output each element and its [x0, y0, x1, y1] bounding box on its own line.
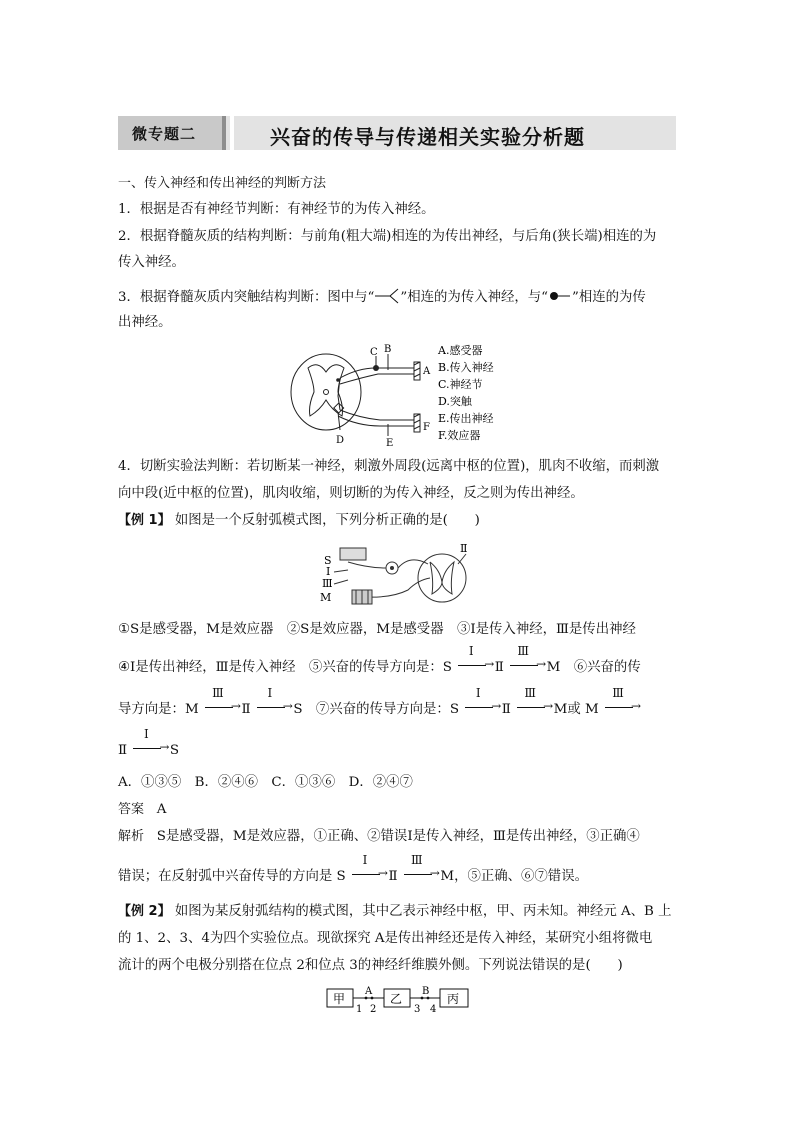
- legend-F: F.效应器: [438, 429, 481, 442]
- neuron-chain-figure: [326, 983, 470, 1015]
- opt-text: S ⑦兴奋的传导方向是：S: [293, 702, 459, 717]
- example2-label: 【例 2】: [118, 904, 171, 919]
- label-yi: 乙: [390, 992, 403, 1006]
- example1-analysis-line1: [118, 828, 640, 846]
- arrow-III: Ⅲ →: [603, 699, 633, 713]
- label-bing: 丙: [447, 992, 460, 1006]
- analysis-label: 解析: [118, 829, 145, 844]
- answer-value: A: [156, 802, 167, 817]
- arrow-III: Ⅲ →: [515, 699, 545, 713]
- example1-options-line3: [118, 686, 642, 719]
- analysis-text: S是感受器，M是效应器，①正确、②错误Ⅰ是传入神经，Ⅲ是传出神经，③正确④: [156, 829, 640, 844]
- example2-line3: 流计的两个电极分别搭在位点 2和位点 3的神经纤维膜外侧。下列说法错误的是( ): [118, 958, 623, 973]
- label-point-1: 1: [356, 1004, 363, 1015]
- opt-text: Ⅱ: [494, 660, 504, 675]
- efferent-nerve-lower: [338, 416, 414, 426]
- arrow-III: Ⅲ →: [203, 699, 233, 713]
- label-B: B: [384, 344, 392, 355]
- analysis-text: M，⑤正确、⑥⑦错误。: [440, 869, 588, 884]
- reflex-arc-figure: [318, 540, 478, 612]
- method-4-line2: 向中段(近中枢的位置)，肌肉收缩，则切断的为传入神经，反之则为传出神经。: [118, 486, 584, 501]
- method-2-line2: 传入神经。: [118, 255, 185, 270]
- arrow-I: Ⅰ →: [350, 866, 380, 880]
- afferent-nerve-lower: [340, 374, 414, 384]
- arrow-III: Ⅲ →: [402, 866, 432, 880]
- label-point-4: 4: [430, 1004, 437, 1015]
- example1-options-line2: [118, 644, 641, 677]
- method-3-line2: 出神经。: [118, 315, 172, 330]
- opt-text: Ⅱ: [118, 743, 128, 758]
- arrow-label: Ⅰ: [362, 853, 368, 867]
- spinal-cord-figure: [288, 340, 518, 448]
- example2-text: 如图为某反射弧结构的模式图，其中乙表示神经中枢，甲、丙未知。神经元 A、B 上: [174, 904, 672, 919]
- arrow-label: Ⅰ: [468, 644, 474, 658]
- label-neuron-A: A: [365, 986, 373, 997]
- opt-text: M或 M: [553, 702, 599, 717]
- legend-A: A.感受器: [438, 344, 483, 357]
- example1-analysis-line2: [118, 853, 588, 886]
- method-3-text-a: 3．根据脊髓灰质内突触结构判断：图中与“: [118, 290, 375, 305]
- arrow-I: Ⅰ →: [463, 699, 493, 713]
- example2-line2: 的 1、2、3、4为四个实验位点。现欲探究 A是传出神经还是传入神经，某研究小组将微电: [118, 931, 653, 946]
- arrow-I: Ⅰ →: [456, 657, 486, 671]
- fig-label-III: Ⅲ: [322, 577, 333, 590]
- label-point-3: 3: [414, 1004, 421, 1015]
- label-E: E: [386, 438, 394, 448]
- arrow-label: Ⅰ: [144, 727, 149, 741]
- method-2-line1: 2．根据脊髓灰质的结构判断：与前角(粗大端)相连的为传出神经，与后角(狭长端)相连的为: [118, 229, 657, 244]
- fork-synapse-icon: [374, 288, 400, 304]
- spinal-cord-outline: [291, 354, 361, 430]
- spinal-cord: [418, 554, 466, 602]
- analysis-text: 错误；在反射弧中兴奋传导的方向是 S: [118, 869, 346, 884]
- label-jia: 甲: [333, 992, 346, 1006]
- fig-label-M: M: [320, 591, 332, 604]
- method-4-line1: 4．切断实验法判断：若切断某一神经，刺激外周段(远离中枢的位置)，肌肉不收缩，而刺激: [118, 459, 660, 474]
- topic-banner: [118, 116, 676, 150]
- example1-question: 如图是一个反射弧模式图，下列分析正确的是( ): [174, 513, 480, 528]
- label-neuron-B: B: [422, 986, 430, 997]
- section-heading: 一、传入神经和传出神经的判断方法: [118, 176, 327, 191]
- arrow-label: Ⅲ: [612, 686, 624, 700]
- label-F: F: [423, 422, 430, 433]
- example2-line1: [118, 903, 672, 921]
- opt-text: Ⅱ: [241, 702, 251, 717]
- example1-answer: [118, 801, 166, 819]
- opt-text: S: [169, 743, 180, 758]
- page-title: 兴奋的传导与传递相关实验分析题: [270, 125, 585, 149]
- arrow-I: Ⅰ →: [131, 740, 161, 754]
- opt-text: ④Ⅰ是传出神经，Ⅲ是传入神经 ⑤兴奋的传导方向是：S: [118, 660, 452, 675]
- arrow-label: Ⅲ: [411, 853, 423, 867]
- arrow-label: Ⅲ: [517, 644, 529, 658]
- label-C: C: [370, 347, 378, 358]
- method-3-text-b: ”相连的为传入神经，与“: [400, 290, 549, 305]
- arrow-III: Ⅲ →: [508, 657, 538, 671]
- topic-tag: [118, 116, 226, 150]
- fig-label-S: S: [324, 554, 332, 567]
- topic-tag-text: 微专题二: [132, 125, 197, 143]
- arrow-label: Ⅲ: [524, 686, 536, 700]
- dot-synapse-icon: [548, 288, 572, 304]
- label-point-2: 2: [370, 1004, 377, 1015]
- opt-text: M ⑥兴奋的传: [546, 660, 641, 675]
- label-A: A: [423, 366, 431, 377]
- example1-stem: [118, 512, 480, 530]
- analysis-text: Ⅱ: [388, 869, 398, 884]
- answer-label: 答案: [118, 802, 145, 817]
- fig-label-II: Ⅱ: [460, 542, 468, 555]
- method-3-text-c: ”相连的为传: [572, 290, 646, 305]
- fig-label-I: I: [326, 565, 331, 578]
- central-canal: [324, 390, 329, 395]
- example1-choices: A．①③⑤ B．②④⑥ C．①③⑥ D．②④⑦: [118, 775, 413, 790]
- legend-C: C.神经节: [438, 378, 483, 391]
- example1-options-line1: ①S是感受器，M是效应器 ②S是效应器，M是感受器 ③Ⅰ是传入神经，Ⅲ是传出神经: [118, 622, 636, 637]
- arrow-label: Ⅰ: [475, 686, 481, 700]
- method-1: 1．根据是否有神经节判断：有神经节的为传入神经。: [118, 202, 435, 217]
- opt-text: 导方向是：M: [118, 702, 199, 717]
- arrow-label: Ⅰ: [267, 686, 273, 700]
- legend-D: D.突触: [438, 395, 472, 408]
- label-D: D: [336, 435, 345, 446]
- opt-text: Ⅱ: [501, 702, 511, 717]
- method-3-line1: [118, 288, 646, 307]
- arrow-label: Ⅲ: [212, 686, 224, 700]
- example1-options-line4: [118, 727, 180, 760]
- arrow-I: Ⅰ →: [255, 699, 285, 713]
- legend-E: E.传出神经: [438, 412, 494, 425]
- skin-receptor: [340, 548, 366, 560]
- banner-divider: [230, 116, 234, 150]
- legend-B: B.传入神经: [438, 361, 494, 374]
- example1-label: 【例 1】: [118, 513, 171, 528]
